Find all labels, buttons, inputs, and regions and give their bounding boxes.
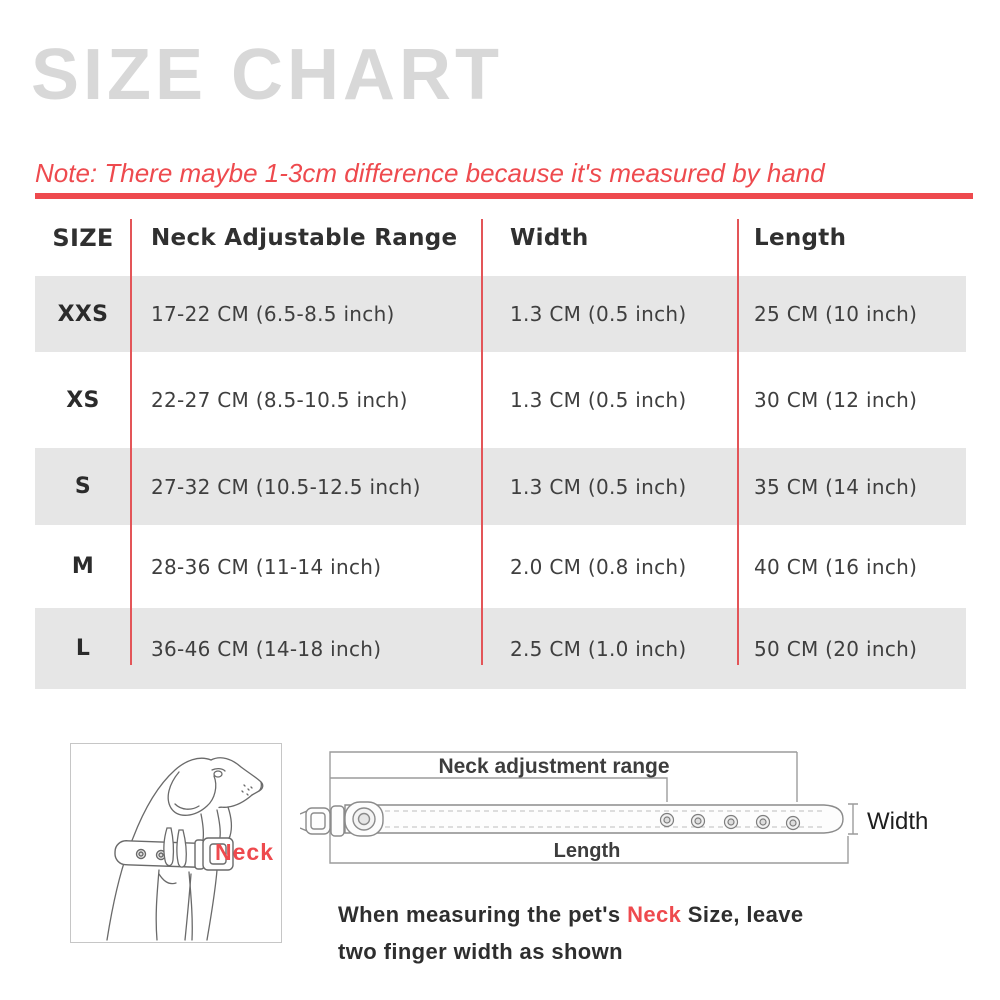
cell-length: 25 CM (10 inch): [754, 302, 918, 326]
cell-width: 1.3 CM (0.5 inch): [510, 302, 687, 326]
cell-neck: 17-22 CM (6.5-8.5 inch): [151, 302, 395, 326]
cell-length: 40 CM (16 inch): [754, 554, 918, 579]
cell-width: 1.3 CM (0.5 inch): [510, 388, 687, 412]
table-row: [35, 352, 966, 448]
caption-line-2: two finger width as shown: [338, 939, 623, 964]
measuring-instructions: [338, 896, 803, 970]
table-row: [35, 608, 966, 689]
page-title: SIZE CHART: [31, 35, 503, 115]
cell-width: 2.0 CM (0.8 inch): [510, 554, 687, 579]
header-cell-length: Length: [754, 224, 847, 251]
collar-buckle: [300, 802, 383, 836]
header-cell-size: SIZE: [52, 223, 114, 252]
table-row: [35, 525, 966, 608]
cell-size: XS: [66, 387, 100, 413]
cell-size: M: [71, 554, 95, 579]
neck-highlight: Neck: [627, 902, 682, 927]
dog-illustration-box: [70, 743, 282, 943]
column-separator: [130, 219, 132, 665]
note-text: Note: There maybe 1-3cm difference because it's measured by hand: [35, 158, 825, 188]
neck-pointer-label: Neck: [215, 839, 274, 865]
cell-length: 35 CM (14 inch): [754, 474, 918, 499]
table-row: [35, 448, 966, 525]
cell-length: 50 CM (20 inch): [754, 636, 918, 661]
cell-neck: 28-36 CM (11-14 inch): [151, 554, 382, 579]
cell-size: XXS: [57, 301, 109, 327]
cell-width: 1.3 CM (0.5 inch): [510, 474, 687, 499]
cell-neck: 22-27 CM (8.5-10.5 inch): [151, 388, 408, 412]
cell-neck: 36-46 CM (14-18 inch): [151, 636, 382, 661]
cell-width: 2.5 CM (1.0 inch): [510, 636, 687, 661]
table-row: [35, 276, 966, 352]
width-label: Width: [867, 808, 929, 835]
length-label: Length: [553, 840, 621, 862]
cell-size: S: [74, 474, 92, 499]
column-separator: [481, 219, 483, 665]
caption-line-1: When measuring the pet's Neck Size, leave: [338, 902, 804, 927]
header-cell-neck: Neck Adjustable Range: [151, 224, 458, 251]
header-cell-width: Width: [510, 224, 589, 251]
column-separator: [737, 219, 739, 665]
collar-measurement-diagram: [300, 740, 980, 880]
neck-adjustment-range-label: Neck adjustment range: [438, 755, 670, 778]
size-table: [35, 199, 966, 689]
cell-size: L: [75, 636, 91, 661]
table-header-row: [35, 199, 966, 276]
cell-neck: 27-32 CM (10.5-12.5 inch): [151, 474, 421, 499]
cell-length: 30 CM (12 inch): [754, 388, 918, 412]
